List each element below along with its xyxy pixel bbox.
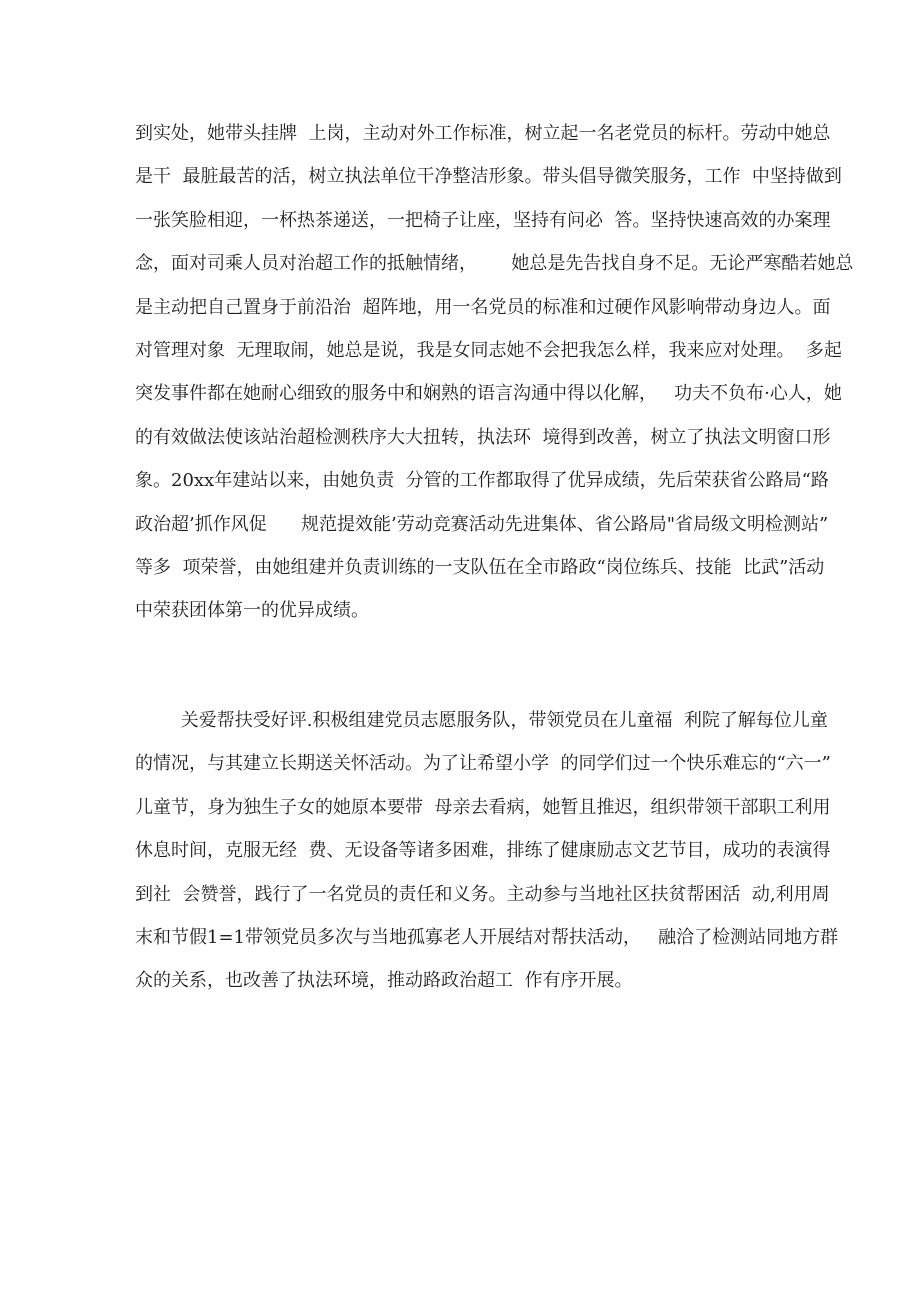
paragraph-line: 末和节假1=1带领党员多次与当地孤寡老人开展结对帮扶活动， 融洽了检测站同地方群 <box>135 926 839 948</box>
paragraph-line: 是干 最脏最苦的活，树立执法单位干净整洁形象。带头倡导微笑服务，工作 中坚持做到 <box>135 166 842 188</box>
paragraph-line: 对管理对象 无理取闹，她总是说，我是女同志她不会把我怎么样，我来应对处理。 多起 <box>135 339 842 361</box>
paragraph-line: 等多 项荣誉，由她组建并负责训练的一支队伍在全市路政“岗位练兵、技能 比武”活动 <box>135 556 825 578</box>
paragraph-line: 突发事件都在她耐心细致的服务中和娴熟的语言沟通中得以化解， 功夫不负布·心人，她 <box>135 383 842 405</box>
paragraph-line: 儿童节，身为独生子女的她原本要带 母亲去看病，她暂且推迟，组织带领干部职工利用 <box>135 796 831 818</box>
paragraph-line: 政治超’抓作风促 规范提效能’劳动竞赛活动先进集体、省公路局"省局级文明检测站” <box>135 513 829 535</box>
body-paragraph-2 <box>135 699 839 1003</box>
paragraph-line-last: 中荣获团体第一的优异成绩。 <box>135 600 369 622</box>
paragraph-line: 休息时间，克服无经 费、无设备等诸多困难，排练了健康励志文艺节目，成功的表演得 <box>135 840 831 862</box>
paragraph-line: 关爱帮扶受好评.积极组建党员志愿服务队，带领党员在儿童福 利院了解每位儿童 <box>135 710 828 731</box>
body-paragraph-1 <box>135 112 854 633</box>
paragraph-line: 到社 会赞誉，践行了一名党员的责任和义务。主动参与当地社区扶贫帮困活 动,利用周 <box>135 883 830 905</box>
paragraph-line: 是主动把自己置身于前沿治 超阵地，用一名党员的标准和过硬作风影响带动身边人。面 <box>135 296 831 318</box>
paragraph-line: 的有效做法使该站治超检测秩序大大扭转，执法环 境得到改善，树立了执法文明窗口形 <box>135 426 831 448</box>
paragraph-line: 的情况，与其建立长期送关怀活动。为了让希望小学 的同学们过一个快乐难忘的“六一” <box>135 753 831 775</box>
paragraph-line: 象。20xx年建站以来，由她负责 分管的工作都取得了优异成绩，先后荣获省公路局“路 <box>135 470 829 492</box>
paragraph-line: 一张笑脸相迎，一杯热茶递送，一把椅子让座，坚持有问必 答。坚持快速高效的办案理 <box>135 209 831 231</box>
paragraph-line-last: 众的关系，也改善了执法环境，推动路政治超工 作有序开展。 <box>135 970 633 992</box>
paragraph-line: 念，面对司乘人员对治超工作的抵触情绪， 她总是先告找自身不足。无论严寒酷若她总 <box>135 253 854 275</box>
paragraph-line: 到实处，她带头挂牌 上岗，主动对外工作标准，树立起一名老党员的标杆。劳动中她总 <box>135 123 831 144</box>
